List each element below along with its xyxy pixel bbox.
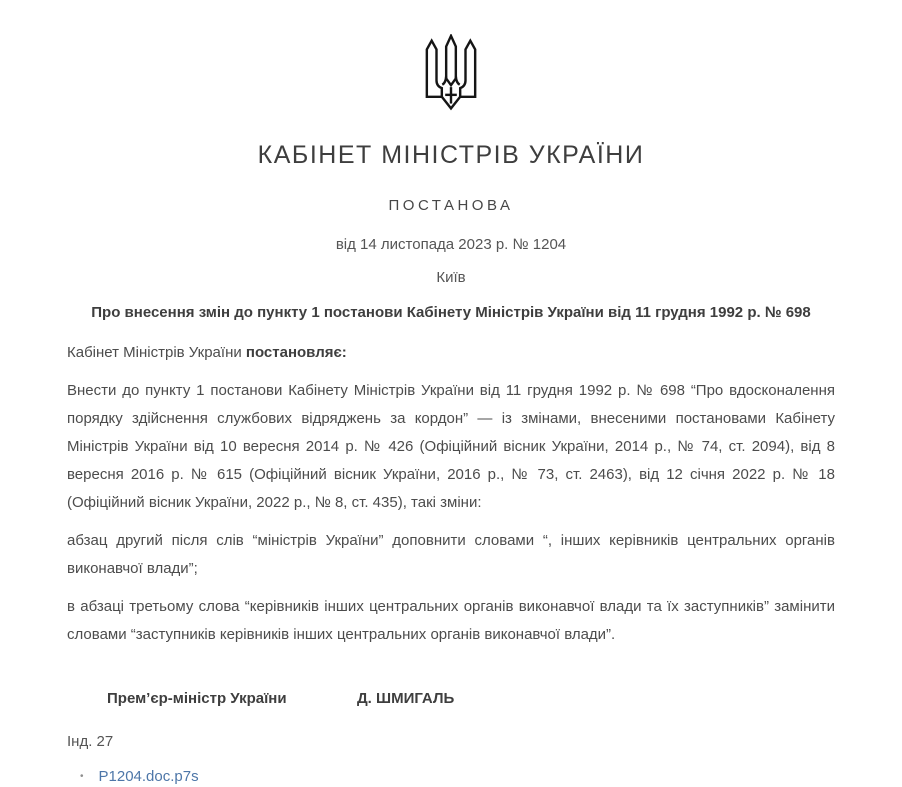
signature-block: [67, 689, 835, 708]
document-index: Інд. 27: [67, 733, 114, 750]
paragraph-amendment-2: в абзаці третьому слова “керівників інших центральних органів виконавчої влади та їх заступників” замінити словами “заступників керівників інших центральних органів виконавчої влади”.: [67, 598, 835, 643]
document-city: Київ: [436, 269, 466, 286]
document-masthead: [67, 34, 835, 323]
signer-role: Прем’єр-міністр України: [107, 690, 287, 707]
intro-plain-text: Кабінет Міністрів України: [67, 344, 246, 361]
document-type: ПОСТАНОВА: [388, 197, 514, 214]
paragraph-amendment-1: абзац другий після слів “міністрів України” доповнити словами “, інших керівників центральних органів виконавчої влади”;: [67, 532, 835, 577]
attachment-file-link[interactable]: P1204.doc.p7s: [98, 768, 199, 785]
document-date-number: від 14 листопада 2023 р. № 1204: [335, 236, 567, 253]
ukraine-trident-icon: [67, 34, 835, 118]
paragraph-amendments-intro: Внести до пункту 1 постанови Кабінету Міністрів України від 11 грудня 1992 р. № 698 “Про вдосконалення порядку здійснення службових відряджень за кордон” — із змінами, внесеними постановами Кабінету Міністрів України від 10 вересня 2014 р. № 426 (Офіційний вісник України, 2014 р., № 74, ст. 2094), від 8 вересня 2016 р. № 615 (Офіційний вісник України, 2016 р., № 73, ст. 2463), від 12 січня 2022 р. № 18 (Офіційний вісник України, 2022 р., № 8, ст. 435), такі зміни:: [67, 382, 835, 511]
attachment-bullet-icon: •: [80, 771, 84, 782]
document-title: Про внесення змін до пункту 1 постанови Кабінету Міністрів України від 11 грудня 1992 р. № 698: [91, 304, 811, 321]
signer-name: Д. ШМИГАЛЬ: [357, 690, 455, 707]
intro-bold-text: постановляє:: [245, 344, 347, 361]
organization-name: КАБІНЕТ МІНІСТРІВ УКРАЇНИ: [257, 141, 645, 169]
intro-line: [67, 339, 835, 367]
attachment-row: [67, 767, 835, 787]
